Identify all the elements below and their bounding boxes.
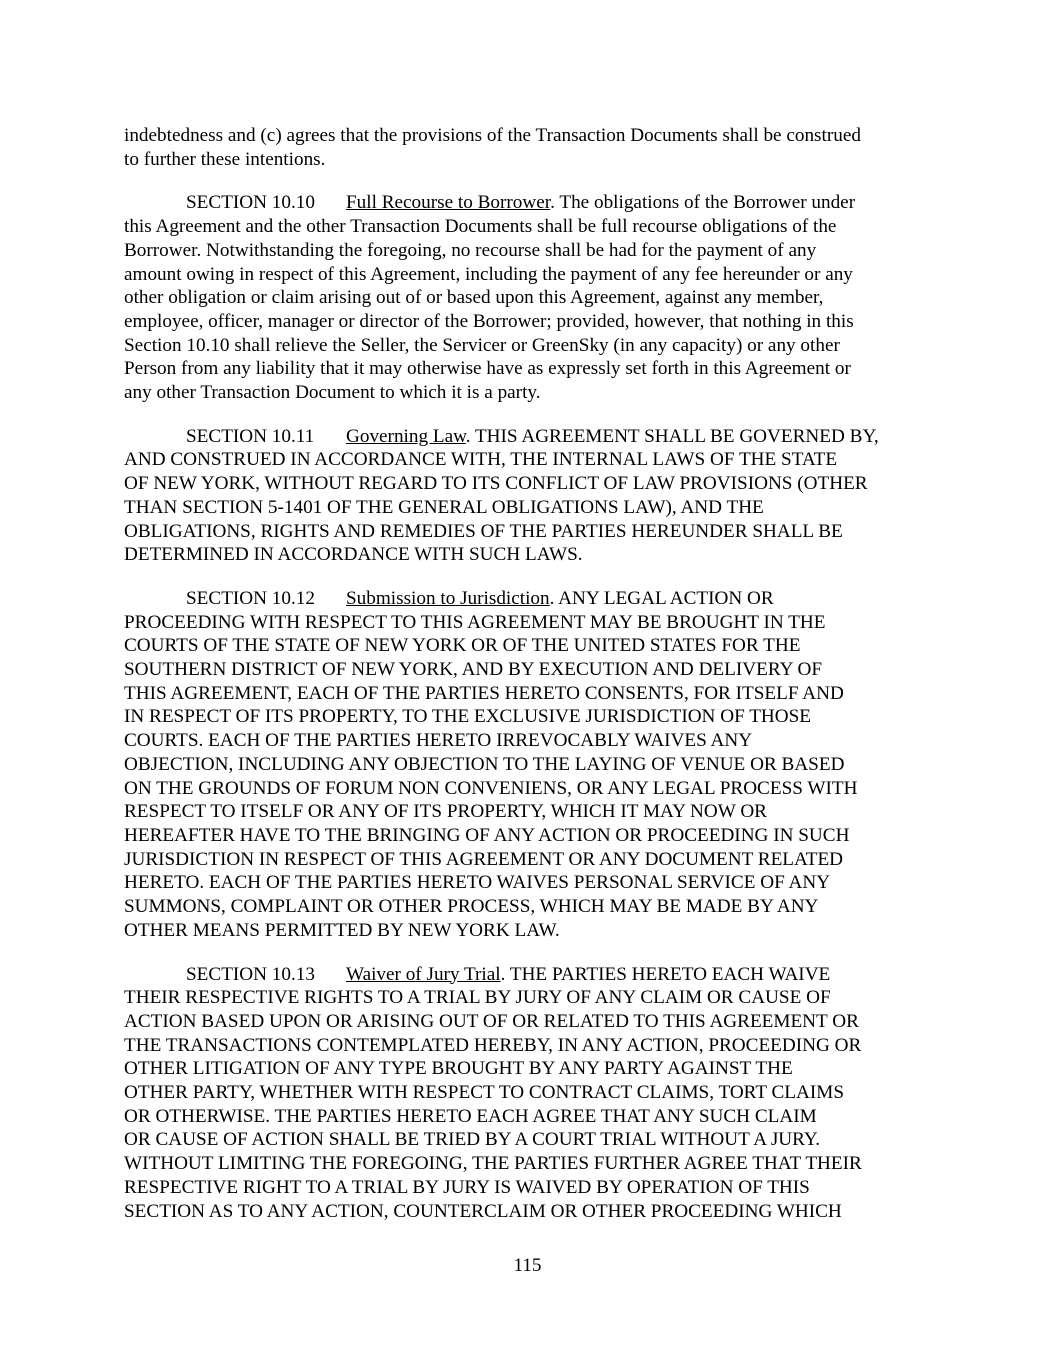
section-line: THEIR RESPECTIVE RIGHTS TO A TRIAL BY JURY OF ANY CLAIM OR CAUSE OF [124, 987, 831, 1009]
section-line: HEREAFTER HAVE TO THE BRINGING OF ANY ACTION OR PROCEEDING IN SUCH [124, 824, 850, 846]
section-first-line-text: . ANY LEGAL ACTION OR [549, 587, 774, 609]
section-line: RESPECTIVE RIGHT TO A TRIAL BY JURY IS WAIVED BY OPERATION OF THIS [124, 1176, 810, 1198]
section-first-line-text: . THE PARTIES HERETO EACH WAIVE [500, 963, 831, 985]
section-10-11 [124, 425, 934, 567]
section-number: SECTION 10.12 [186, 587, 315, 609]
section-first-line-text: . The obligations of the Borrower under [550, 192, 856, 214]
section-line: OR OTHERWISE. THE PARTIES HERETO EACH AGREE THAT ANY SUCH CLAIM [124, 1105, 817, 1127]
section-line: PROCEEDING WITH RESPECT TO THIS AGREEMENT MAY BE BROUGHT IN THE [124, 611, 826, 633]
section-first-line-text: . THIS AGREEMENT SHALL BE GOVERNED BY, [465, 425, 879, 447]
section-heading: Waiver of Jury Trial [346, 963, 501, 985]
section-number: SECTION 10.10 [186, 192, 315, 214]
section-line: RESPECT TO ITSELF OR ANY OF ITS PROPERTY, WHICH IT MAY NOW OR [124, 801, 767, 823]
section-line: THE TRANSACTIONS CONTEMPLATED HEREBY, IN ANY ACTION, PROCEEDING OR [124, 1034, 862, 1056]
section-line: this Agreement and the other Transaction Documents shall be full recourse obligations of the [124, 216, 837, 238]
section-first-line [124, 587, 934, 611]
intro-paragraph [124, 124, 934, 171]
intro-line: indebtedness and (c) agrees that the provisions of the Transaction Documents shall be construed [124, 125, 861, 146]
section-line: OTHER LITIGATION OF ANY TYPE BROUGHT BY ANY PARTY AGAINST THE [124, 1058, 793, 1080]
section-10-10 [124, 191, 934, 404]
section-first-line [124, 425, 934, 449]
section-line: OR CAUSE OF ACTION SHALL BE TRIED BY A COURT TRIAL WITHOUT A JURY. [124, 1129, 821, 1151]
section-heading: Full Recourse to Borrower [346, 192, 551, 214]
section-line: COURTS. EACH OF THE PARTIES HERETO IRREVOCABLY WAIVES ANY [124, 730, 753, 752]
section-line: other obligation or claim arising out of or based upon this Agreement, against any member, [124, 287, 824, 309]
section-line: SECTION AS TO ANY ACTION, COUNTERCLAIM OR OTHER PROCEEDING WHICH [124, 1200, 842, 1222]
section-line: IN RESPECT OF ITS PROPERTY, TO THE EXCLUSIVE JURISDICTION OF THOSE [124, 706, 812, 728]
section-line: WITHOUT LIMITING THE FOREGOING, THE PARTIES FURTHER AGREE THAT THEIR [124, 1153, 862, 1175]
section-line: COURTS OF THE STATE OF NEW YORK OR OF THE UNITED STATES FOR THE [124, 635, 801, 657]
section-line: Person from any liability that it may otherwise have as expressly set forth in this Agreement or [124, 358, 851, 380]
section-first-line [124, 191, 934, 215]
section-line: OBLIGATIONS, RIGHTS AND REMEDIES OF THE PARTIES HEREUNDER SHALL BE [124, 520, 843, 542]
section-line: JURISDICTION IN RESPECT OF THIS AGREEMENT OR ANY DOCUMENT RELATED [124, 848, 844, 870]
section-line: OTHER PARTY, WHETHER WITH RESPECT TO CONTRACT CLAIMS, TORT CLAIMS [124, 1082, 844, 1104]
section-line: ON THE GROUNDS OF FORUM NON CONVENIENS, OR ANY LEGAL PROCESS WITH [124, 777, 858, 799]
document-page [124, 124, 934, 1243]
intro-line: to further these intentions. [124, 148, 326, 170]
section-10-13 [124, 963, 934, 1224]
section-line: THIS AGREEMENT, EACH OF THE PARTIES HERETO CONSENTS, FOR ITSELF AND [124, 682, 844, 704]
section-line: Borrower. Notwithstanding the foregoing, no recourse shall be had for the payment of any [124, 239, 817, 261]
section-line: OTHER MEANS PERMITTED BY NEW YORK LAW. [124, 919, 560, 941]
section-line: Section 10.10 shall relieve the Seller, the Servicer or GreenSky (in any capacity) or any other [124, 334, 840, 356]
section-line: AND CONSTRUED IN ACCORDANCE WITH, THE INTERNAL LAWS OF THE STATE [124, 449, 838, 471]
section-heading: Governing Law [346, 425, 466, 447]
section-10-12 [124, 587, 934, 943]
section-number: SECTION 10.11 [186, 425, 315, 447]
section-line: ACTION BASED UPON OR ARISING OUT OF OR RELATED TO THIS AGREEMENT OR [124, 1010, 859, 1032]
section-first-line [124, 963, 934, 987]
section-line: OBJECTION, INCLUDING ANY OBJECTION TO THE LAYING OF VENUE OR BASED [124, 753, 845, 775]
section-line: HERETO. EACH OF THE PARTIES HERETO WAIVES PERSONAL SERVICE OF ANY [124, 872, 831, 894]
section-line: OF NEW YORK, WITHOUT REGARD TO ITS CONFLICT OF LAW PROVISIONS (OTHER [124, 473, 868, 495]
section-line: amount owing in respect of this Agreement, including the payment of any fee hereunder or any [124, 263, 853, 285]
section-heading: Submission to Jurisdiction [346, 587, 550, 609]
section-number: SECTION 10.13 [186, 963, 315, 985]
section-line: SUMMONS, COMPLAINT OR OTHER PROCESS, WHICH MAY BE MADE BY ANY [124, 896, 819, 918]
section-line: DETERMINED IN ACCORDANCE WITH SUCH LAWS. [124, 544, 583, 566]
page-number: 115 [513, 1255, 542, 1276]
section-line: SOUTHERN DISTRICT OF NEW YORK, AND BY EXECUTION AND DELIVERY OF [124, 659, 823, 681]
section-line: THAN SECTION 5-1401 OF THE GENERAL OBLIGATIONS LAW), AND THE [124, 496, 764, 518]
section-line: employee, officer, manager or director of the Borrower; provided, however, that nothing in this [124, 310, 854, 332]
section-line: any other Transaction Document to which it is a party. [124, 382, 541, 404]
